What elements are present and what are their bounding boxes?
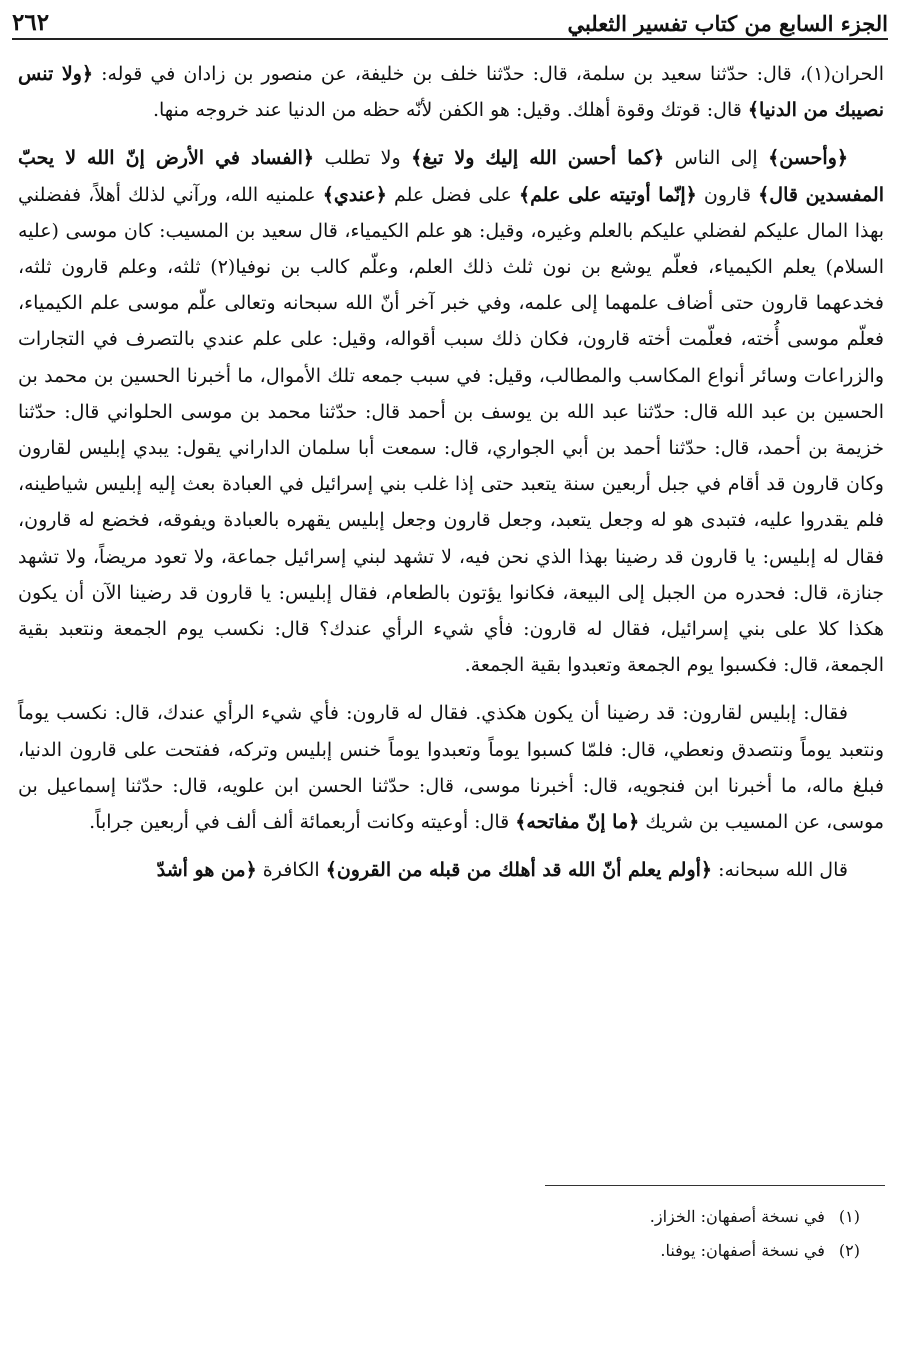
paragraph-1 bbox=[18, 56, 884, 128]
text-run: علمنيه الله، ورآني لذلك أهلاً، ففضلني بهذا المال عليكم لفضلي عليكم بالعلم وغيره، وقيل: هو علم الكيمياء، قال سعيد بن المسيب: كان موسى (عليه السلام) يعلم الكيمياء، فعلّم يوشع بن نون ثلث ذلك العلم، وعلّم كالب بن نوفيا(٢) ثلثه، وعلم قارون ثلثه، فخدعهما قارون حتى أضاف علمهما إلى علمه، وفي خبر آخر أنّ الله سبحانه وتعالى علّم موسى علم الكيمياء، فعلّم موسى أُخته، فعلّمت أخته قارون، فكان ذلك سبب أقواله، وقيل: على علم عندي بالتصرف في التجارات والزراعات وسائر أنواع المكاسب والمطالب، وقيل: في سبب جمعه تلك الأموال، ما أخبرنا الحسين بن محمد بن الحسين بن عبد الله قال: حدّثنا عبد الله بن يوسف بن أحمد قال: حدّثنا محمد بن موسى الحلواني قال: حدّثنا خزيمة بن أحمد، قال: حدّثنا أحمد بن أبي الجواري، قال: سمعت أبا سلمان الداراني يقول: يبدي إبليس لقارون وكان قارون قد أقام في جبل أربعين سنة يتعبد حتى إذا غلب بني إسرائيل في العبادة بعث إليه إبليس شياطينه، فلم يقدروا عليه، فتبدى هو له وجعل يتعبد، وجعل قارون وجعل إبليس يقهره بالعبادة ويفوقه، فخضع له قارون، فقال له إبليس: يا قارون قد رضينا بهذا الذي نحن فيه، لا تشهد لبني إسرائيل جماعة، ولا تعود مريضاً، ولا تشهد جنازة، قال: فحدره من الجبل إلى البيعة، فكانوا يؤتون بالطعام، فقال إبليس: يا قارون قد رضينا الآن أن يكون هكذا كلا على بني إسرائيل، فقال له قارون: فأي شيء الرأي عندك؟ قال: نكسب يوم الجمعة ونتعبد بقية الجمعة، قال: فكسبوا يوم الجمعة وتعبدوا بقية الجمعة. bbox=[18, 183, 885, 677]
footnote-text: في نسخة أصفهان: يوفنا. bbox=[660, 1241, 825, 1260]
footnote-marker: (١) bbox=[838, 1207, 860, 1226]
text-run: على فضل علم bbox=[386, 183, 519, 206]
footnotes bbox=[300, 1200, 860, 1268]
quran-quote: ﴿وأحسن﴾ bbox=[768, 147, 849, 170]
quran-quote: ﴿أولم يعلم أنّ الله قد أهلك من قبله من القرون﴾ bbox=[325, 859, 713, 882]
paragraph-2 bbox=[18, 140, 884, 683]
footnote-marker: (٢) bbox=[838, 1241, 860, 1260]
quran-quote: ﴿ولا تنس نصيبك من الدنيا﴾ bbox=[18, 63, 884, 122]
text-run: الكافرة bbox=[256, 859, 326, 882]
quran-quote: ﴿عندي﴾ bbox=[322, 183, 387, 206]
running-title: الجزء السابع من كتاب تفسير الثعلبي bbox=[567, 11, 888, 36]
quran-quote: ﴿ما إنّ مفاتحه﴾ bbox=[515, 811, 640, 834]
quran-quote: ﴿الفساد في الأرض إنّ الله لا يحبّ المفسدين قال﴾ bbox=[18, 147, 884, 206]
text-run: الحران(١)، قال: حدّثنا سعيد بن سلمة، قال: حدّثنا خلف بن خليفة، عن منصور بن زادان في قوله: bbox=[93, 63, 884, 85]
footnote-text: في نسخة أصفهان: الخزاز. bbox=[649, 1207, 825, 1226]
text-run: قال: قوتك وقوة أهلك. وقيل: هو الكفن لأنّه حظه من الدنيا عند خروجه منها. bbox=[152, 99, 748, 122]
quran-quote: ﴿من هو أشدّ bbox=[156, 859, 257, 882]
quran-quote: ﴿إنّما أوتيته على علم﴾ bbox=[518, 183, 697, 206]
text-run: قارون bbox=[696, 183, 759, 206]
text-run: قال الله سبحانه: bbox=[712, 859, 848, 882]
quran-quote: ﴿كما أحسن الله إليك ولا تبغ﴾ bbox=[411, 147, 665, 170]
body-text bbox=[18, 56, 884, 888]
page-header bbox=[12, 2, 888, 40]
text-run: قال: أوعيته وكانت أربعمائة ألف ألف في أربعين جراباً. bbox=[89, 811, 516, 834]
paragraph-3 bbox=[18, 695, 884, 840]
footnote-item bbox=[300, 1200, 860, 1234]
page-number: ٢٦٢ bbox=[12, 9, 50, 36]
paragraph-4 bbox=[18, 852, 884, 888]
footnote-item bbox=[300, 1234, 860, 1268]
text-run: إلى الناس bbox=[664, 147, 769, 170]
footnote-divider bbox=[545, 1185, 885, 1186]
text-run: ولا تطلب bbox=[314, 147, 412, 170]
text-run: فقال: إبليس لقارون: قد رضينا أن يكون هكذي. فقال له قارون: فأي شيء الرأي عندك، قال: نكسب يوماً ونتعبد يوماً ونتصدق ونعطي، قال: فلمّا كسبوا يوماً وتعبدوا يوماً خنس إبليس وتركه، ففتحت على قارون الدنيا، فبلغ ماله، ما أخبرنا ابن فنجويه، قال: أخبرنا موسى، قال: حدّثنا الحسن ابن علويه، قال: حدّثنا إسماعيل بن موسى، عن المسيب بن شريك bbox=[18, 702, 884, 834]
